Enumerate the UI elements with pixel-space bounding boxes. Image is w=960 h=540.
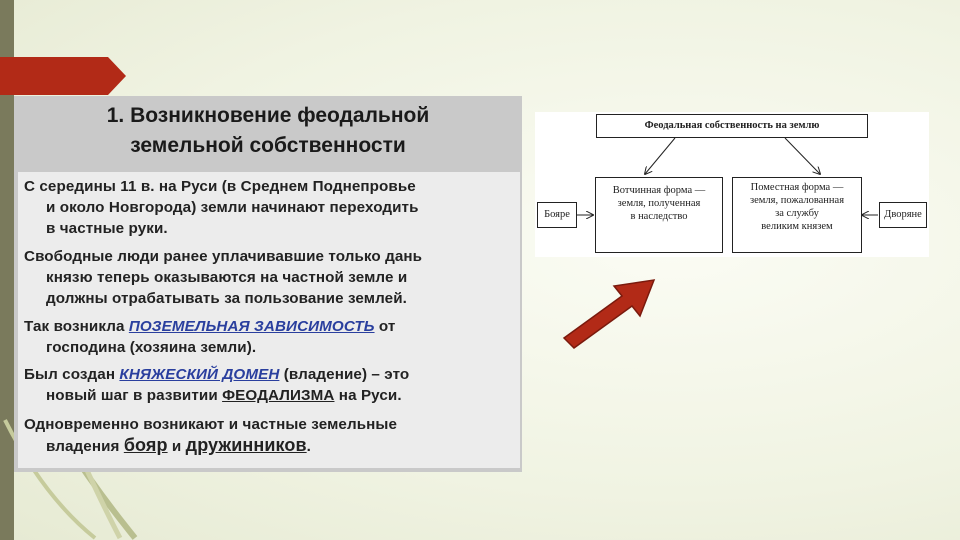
paragraph-2 [24, 246, 518, 309]
p5-line-1: Одновременно возникают и частные земельные [24, 416, 398, 433]
panel-body [18, 172, 520, 468]
p5-line-2 [24, 435, 518, 457]
p5-end: . [306, 438, 311, 455]
p5-mid: и [167, 438, 186, 455]
pomestie-line-3: за службу [775, 208, 819, 219]
p3-pre: Так возникла [24, 318, 129, 335]
diagram-votchina-box [595, 177, 723, 253]
red-tab-arrow [0, 57, 126, 95]
p2-line-2: князю теперь оказываются на частной земле и [46, 269, 408, 286]
paragraph-3 [24, 316, 518, 358]
title-line-1: 1. Возникновение феодальной [106, 104, 430, 127]
votchina-line-2: земля, полученная [617, 198, 701, 209]
pomestie-line-1: Поместная форма — [750, 182, 844, 193]
text-panel [14, 96, 522, 472]
p1-line-3: в частные руки. [46, 220, 168, 237]
votchina-line-3: в наследство [630, 211, 688, 222]
big-red-arrow [560, 270, 660, 350]
p4-line-2 [24, 385, 518, 406]
slide-title [14, 96, 522, 171]
p4-post: (владение) – это [279, 366, 410, 383]
p4-l2-post: на Руси. [334, 387, 402, 404]
term-feudalism: ФЕОДАЛИЗМА [222, 387, 335, 404]
term-princely-domain: КНЯЖЕСКИЙ ДОМЕН [119, 366, 280, 383]
p3-post: от [374, 318, 396, 335]
pomestie-line-4: великим князем [761, 221, 833, 232]
votchina-line-1: Вотчинная форма — [612, 185, 706, 196]
pomestie-line-2: земля, пожалованная [749, 195, 845, 206]
term-land-dependence: ПОЗЕМЕЛЬНАЯ ЗАВИСИМОСТЬ [128, 318, 375, 335]
paragraph-4 [24, 364, 518, 406]
p1-line-1: С середины 11 в. на Руси (в Среднем Поднепровье [24, 178, 416, 195]
diagram-dvoryane-box: Дворяне [879, 202, 927, 228]
p3-line-2: господина (хозяина земли). [46, 339, 257, 356]
diagram-top-box: Феодальная собственность на землю [596, 114, 868, 138]
paragraph-5 [24, 414, 518, 457]
p5-l2-pre: владения [46, 438, 124, 455]
title-line-2: земельной собственности [130, 134, 406, 157]
p2-line-3: должны отрабатывать за пользование землей. [46, 290, 407, 307]
ownership-diagram [535, 112, 929, 257]
term-druzhinniki: дружинников [185, 435, 307, 455]
p1-line-2: и около Новгорода) земли начинают переходить [46, 199, 419, 216]
p4-l2-pre: новый шаг в развитии [46, 387, 223, 404]
p2-line-1: Свободные люди ранее уплачивавшие только дань [24, 248, 423, 265]
p4-pre: Был создан [24, 366, 120, 383]
paragraph-1 [24, 176, 518, 239]
diagram-pomestie-box [732, 177, 862, 253]
diagram-boyars-box: Бояре [537, 202, 577, 228]
term-boyars: бояр [123, 435, 168, 455]
